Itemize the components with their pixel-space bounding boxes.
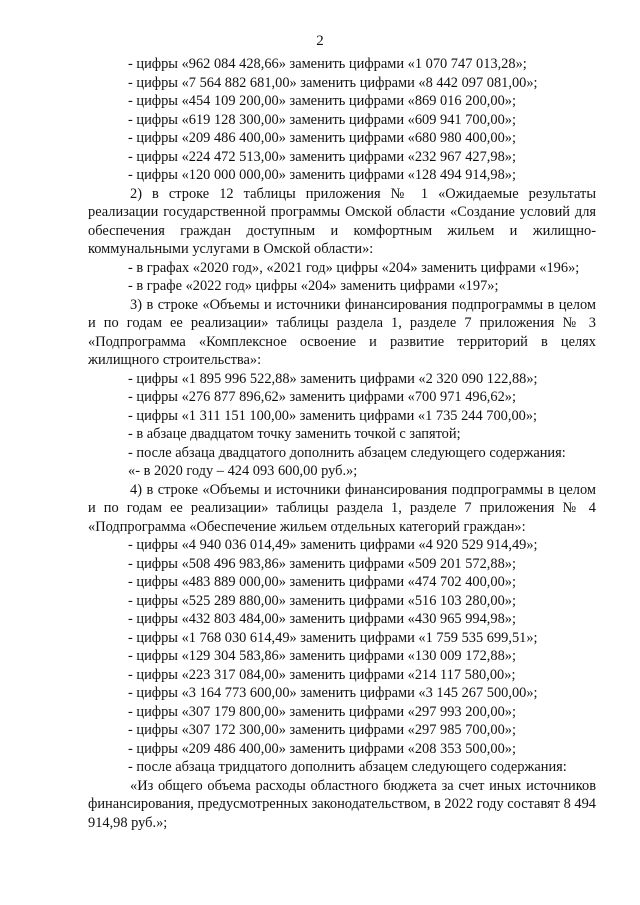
list-item: - после абзаца тридцатого дополнить абзацем следующего содержания: [128, 759, 567, 775]
list-item: - цифры «432 803 484,00» заменить цифрами «430 965 994,98»; [128, 611, 516, 627]
list-item: - в графах «2020 год», «2021 год» цифры «204» заменить цифрами «196»; [128, 259, 580, 276]
list-item: - цифры «223 317 084,00» заменить цифрами «214 117 580,00»; [128, 666, 516, 683]
list-item: - в графе «2022 год» цифры «204» заменить цифрами «197»; [128, 278, 499, 294]
paragraph: «Из общего объема расходы областного бюджета за счет иных источников финансирования, предусмотренных законодательством, в 2022 году составят 8 494 914,98 руб.»; [88, 777, 596, 831]
page-number: 2 [316, 33, 324, 49]
paragraph: 2) в строке 12 таблицы приложения № 1 «Ожидаемые результаты реализации государственной программы Омской области «Создание условий для обеспечения граждан доступным и комфортным жильем и жилищно-коммунальными услугами в Омской области»: [88, 185, 596, 257]
list-item: - цифры «4 940 036 014,49» заменить цифрами «4 920 529 914,49»; [128, 537, 538, 553]
document-body [88, 55, 596, 832]
list-item: «- в 2020 году – 424 093 600,00 руб.»; [128, 463, 358, 479]
list-item: - цифры «483 889 000,00» заменить цифрами «474 702 400,00»; [128, 574, 516, 590]
list-item: - цифры «962 084 428,66» заменить цифрами «1 070 747 013,28»; [128, 56, 527, 72]
list-item: - цифры «276 877 896,62» заменить цифрами «700 971 496,62»; [128, 389, 516, 405]
list-item: - цифры «129 304 583,86» заменить цифрами «130 009 172,88»; [128, 648, 516, 664]
list-item: - цифры «454 109 200,00» заменить цифрами «869 016 200,00»; [128, 93, 516, 109]
list-item: - цифры «209 486 400,00» заменить цифрами «680 980 400,00»; [128, 130, 516, 146]
list-item: - цифры «209 486 400,00» заменить цифрами «208 353 500,00»; [128, 740, 516, 757]
paragraph: 4) в строке «Объемы и источники финансирования подпрограммы в целом и по годам ее реализации» таблицы раздела 1, разделе 7 приложения № 4 «Подпрограмма «Обеспечение жильем отдельных категорий граждан»: [88, 481, 596, 535]
list-item: - цифры «619 128 300,00» заменить цифрами «609 941 700,00»; [128, 111, 516, 128]
paragraph: 3) в строке «Объемы и источники финансирования подпрограммы в целом и по годам ее реализации» таблицы раздела 1, разделе 7 приложения № 3 «Подпрограмма «Комплексное освоение и развитие территорий в целях жилищного строительства»: [88, 296, 596, 368]
list-item: - цифры «307 172 300,00» заменить цифрами «297 985 700,00»; [128, 722, 516, 738]
list-item: - после абзаца двадцатого дополнить абзацем следующего содержания: [128, 444, 566, 461]
list-item: - в абзаце двадцатом точку заменить точкой с запятой; [128, 426, 461, 442]
list-item: - цифры «7 564 882 681,00» заменить цифрами «8 442 097 081,00»; [128, 74, 538, 91]
list-item: - цифры «3 164 773 600,00» заменить цифрами «3 145 267 500,00»; [128, 685, 538, 701]
list-item: - цифры «1 311 151 100,00» заменить цифрами «1 735 244 700,00»; [128, 407, 538, 424]
list-item: - цифры «120 000 000,00» заменить цифрами «128 494 914,98»; [128, 167, 516, 183]
list-item: - цифры «1 768 030 614,49» заменить цифрами «1 759 535 699,51»; [128, 629, 538, 646]
list-item: - цифры «525 289 880,00» заменить цифрами «516 103 280,00»; [128, 592, 516, 609]
list-item: - цифры «1 895 996 522,88» заменить цифрами «2 320 090 122,88»; [128, 370, 538, 387]
list-item: - цифры «307 179 800,00» заменить цифрами «297 993 200,00»; [128, 703, 516, 720]
list-item: - цифры «508 496 983,86» заменить цифрами «509 201 572,88»; [128, 555, 516, 572]
list-item: - цифры «224 472 513,00» заменить цифрами «232 967 427,98»; [128, 148, 516, 165]
